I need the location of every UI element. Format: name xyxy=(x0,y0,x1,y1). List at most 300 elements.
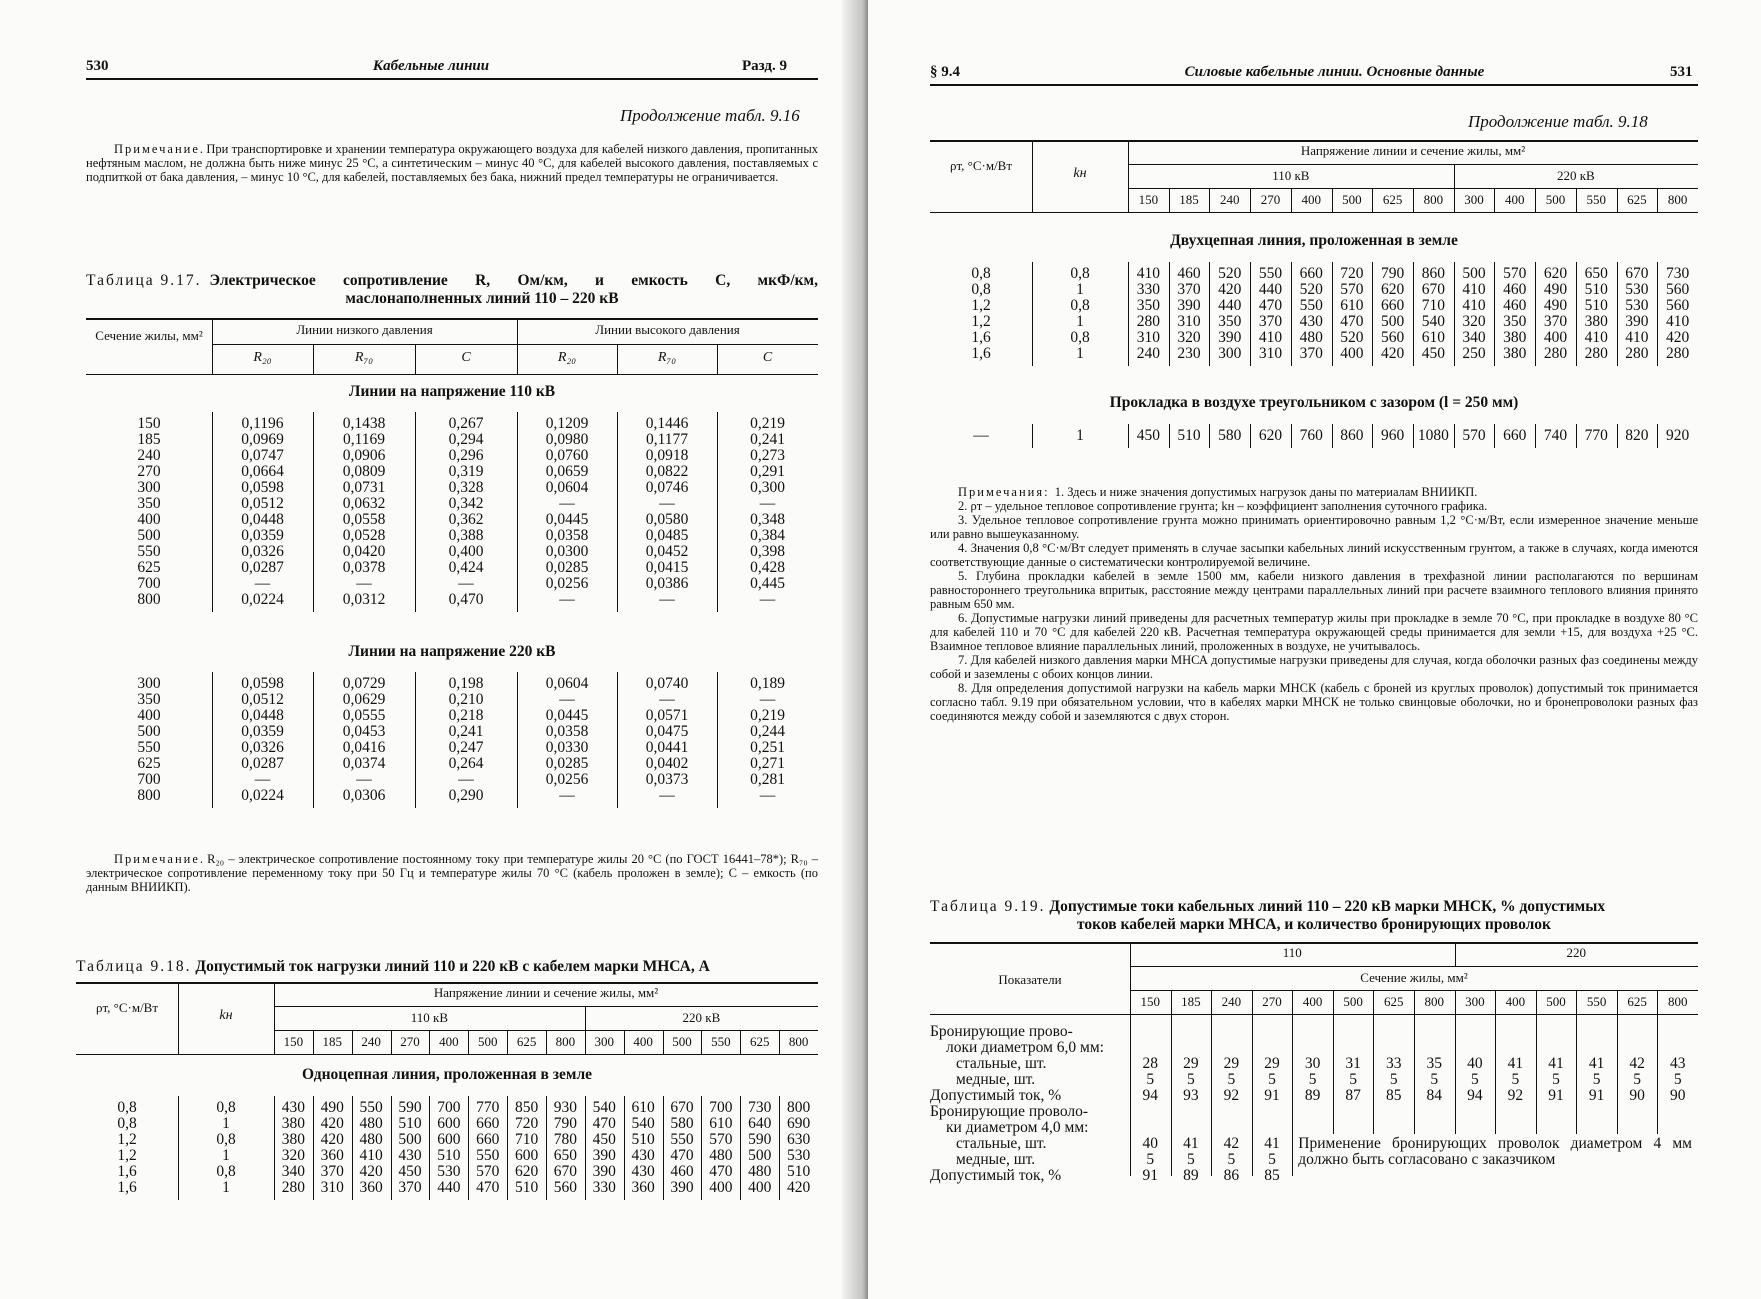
t917-col-hr20-cell: 0,0330 xyxy=(545,739,589,756)
head-section-400: 400 xyxy=(1505,994,1526,1009)
rule xyxy=(1617,262,1618,366)
value-col-cell: 730 xyxy=(748,1099,772,1116)
t917-col-lr70-cell: — xyxy=(356,771,372,788)
armor4-col xyxy=(1130,1136,1171,1184)
t917-col-hc-cell: 0,251 xyxy=(750,739,785,756)
value-col-cell: 440 xyxy=(437,1179,461,1196)
table-919-caption: Таблица 9.19. Допустимые токи кабельных линий 110 – 220 кВ марки МНСК, % допустимых токов кабелей марки МНСА, и количество бронирующих проволок xyxy=(930,898,1606,933)
value-col-cell: 410 xyxy=(1258,329,1283,346)
armor4-col-cell: 41 xyxy=(1183,1135,1199,1152)
value-col-cell: 550 xyxy=(670,1131,694,1148)
value-col-cell: 610 xyxy=(1421,329,1445,346)
value-col-cell: 310 xyxy=(320,1179,344,1196)
head-section-800: 800 xyxy=(555,1034,576,1049)
value-col-cell: 390 xyxy=(592,1163,616,1180)
head-voltage: Напряжение линии и сечение жилы, мм² xyxy=(1300,143,1526,158)
value-col-cell: 620 xyxy=(1381,281,1405,298)
t917-col-lc-cell: 0,470 xyxy=(448,591,484,608)
row-label: ки диаметром 4,0 мм: xyxy=(946,1119,1089,1136)
value-col-cell: 570 xyxy=(476,1163,500,1180)
value-col-cell: 480 xyxy=(359,1131,383,1148)
value-col-cell: 500 xyxy=(1462,265,1486,282)
rule xyxy=(391,1030,392,1054)
t917-col-lr20-cell: 0,0326 xyxy=(241,543,284,560)
armor6-col xyxy=(1252,1056,1293,1104)
value-col-cell: 490 xyxy=(320,1099,344,1116)
value-col-cell: 430 xyxy=(281,1099,306,1116)
value-col-cell: 440 xyxy=(1218,297,1242,314)
rule xyxy=(274,1006,818,1007)
page-number: 530 xyxy=(86,58,109,74)
value-col-cell: 600 xyxy=(437,1131,461,1148)
table-top-rule xyxy=(76,982,818,984)
value-col-cell: 670 xyxy=(1421,281,1445,298)
rule xyxy=(1414,1014,1415,1134)
rule xyxy=(624,1096,625,1200)
value-col-cell: 450 xyxy=(398,1163,422,1180)
rule xyxy=(663,1030,664,1054)
armor6-col-cell: 84 xyxy=(1426,1087,1443,1104)
head-section-625: 625 xyxy=(1382,192,1403,207)
note-item: 6. Допустимые нагрузки линий приведены для расчетных температур жилы при прокладке в земле 70 °С, при прокладке в воздухе 80 °С для кабелей 110 и 70 °С для кабелей 220 кВ. Расчетная температура окружающей среды принимается для земли +15, для воздуха +25 °С. Взаимное тепловое влияние параллельных линий, проложенных в воздухе, не учитывалось. xyxy=(930,611,1698,653)
t917-col-sec-cell: 800 xyxy=(137,787,161,804)
rule xyxy=(274,1096,275,1200)
head-section-240: 240 xyxy=(1221,994,1242,1009)
t917-col-lc-cell: 0,267 xyxy=(448,415,484,432)
value-col-cell: 390 xyxy=(670,1179,694,1196)
t917-col-hc-cell: 0,273 xyxy=(750,447,785,464)
t917-col-lr20-cell: 0,0598 xyxy=(241,479,284,496)
value-col-cell: 700 xyxy=(709,1099,733,1116)
value-col-cell: 530 xyxy=(1625,281,1649,298)
kn-col-cell: 1 xyxy=(1076,313,1084,330)
t917-col-hc-cell: 0,244 xyxy=(750,723,785,740)
value-col xyxy=(1494,428,1535,444)
head-section-270: 270 xyxy=(1262,994,1282,1009)
head-section-185: 185 xyxy=(322,1034,343,1049)
value-col xyxy=(1209,428,1250,444)
rho-col-cell: 1,6 xyxy=(117,1163,137,1180)
t917-col-hc-cell: 0,281 xyxy=(750,771,785,788)
value-col-cell: 640 xyxy=(748,1115,772,1132)
value-col-cell: 370 xyxy=(1258,313,1283,330)
t917-col-lc xyxy=(415,416,517,608)
rule xyxy=(701,1030,702,1054)
t917-col-lc-cell: 0,319 xyxy=(448,463,484,480)
kn-col-cell: 1 xyxy=(1076,281,1084,298)
t917-col-lc-cell: — xyxy=(458,575,474,592)
t917-col-lr20-cell: 0,0359 xyxy=(241,527,284,544)
head-section-240: 240 xyxy=(1220,192,1240,207)
value-col-cell: 430 xyxy=(631,1147,655,1164)
t917-col-rule xyxy=(415,412,416,612)
rule xyxy=(624,1030,625,1054)
t917-col-lr70-cell: 0,0729 xyxy=(342,675,386,692)
head-section-800: 800 xyxy=(1423,192,1444,207)
rule xyxy=(1171,1014,1172,1176)
t917-col-sec-cell: 550 xyxy=(137,739,161,756)
value-col-cell: 610 xyxy=(709,1115,733,1132)
rule xyxy=(740,1096,741,1200)
rule xyxy=(1657,262,1658,366)
armor6-col-cell: 5 xyxy=(1552,1071,1560,1088)
t917-col-hr70-cell: 0,0373 xyxy=(645,771,689,788)
rule xyxy=(1617,990,1618,1014)
t917-col-lr20-cell: 0,0747 xyxy=(241,447,284,464)
value-col-cell: 590 xyxy=(748,1131,772,1148)
t917-col-hc-cell: 0,241 xyxy=(750,431,785,448)
head-section-300: 300 xyxy=(594,1034,615,1049)
table-918-caption: Таблица 9.18. Допустимый ток нагрузки линий 110 и 220 кВ с кабелем марки МНСА, А xyxy=(76,958,710,975)
rule xyxy=(1209,188,1210,212)
armor4-col-cell: 5 xyxy=(1268,1151,1276,1168)
t917-col-hr70-cell: 0,1446 xyxy=(645,415,689,432)
t917-col-hc-cell: — xyxy=(759,691,776,708)
value-col-cell: 460 xyxy=(1177,265,1201,282)
value-col-cell: 670 xyxy=(1625,265,1649,282)
t917-col-hc xyxy=(717,676,818,804)
value-col-cell: 330 xyxy=(1136,281,1160,298)
rule xyxy=(1211,990,1212,1014)
t917-col-hr20-cell: 0,0256 xyxy=(545,771,589,788)
armor4-col-cell: 86 xyxy=(1223,1167,1240,1184)
value-col-cell: 310 xyxy=(1136,329,1160,346)
armor6-col-cell: 29 xyxy=(1183,1055,1199,1072)
t917-col-hr70-cell: 0,1177 xyxy=(645,431,689,448)
t917-col-hr20-cell: 0,0285 xyxy=(545,755,589,772)
value-col-cell: 590 xyxy=(398,1099,422,1116)
rule xyxy=(779,1096,780,1200)
armor6-col xyxy=(1130,1056,1171,1104)
note-item: 7. Для кабелей низкого давления марки МНСА допустимые нагрузки приведены для случая, когда оболочки разных фаз соединены между собой и заземлены с обоих концов линии. xyxy=(930,653,1698,681)
armor6-col-cell: 91 xyxy=(1548,1087,1564,1104)
t917-col-hc-cell: — xyxy=(759,787,776,804)
t917-col-sec-cell: 550 xyxy=(137,543,161,560)
value-col-cell: 370 xyxy=(1543,313,1568,330)
head-voltage: Напряжение линии и сечение жилы, мм² xyxy=(433,985,659,1000)
value-col-cell: 470 xyxy=(1340,313,1364,330)
value-col-cell: 350 xyxy=(1503,313,1527,330)
t917-col-lr70-cell: 0,0528 xyxy=(342,527,386,544)
value-col-cell: 440 xyxy=(1258,281,1283,298)
head-220: 220 xyxy=(1566,945,1587,960)
t917-col-hc xyxy=(717,416,818,608)
row-labels xyxy=(930,1024,1130,1184)
t917-col-hr70-cell: — xyxy=(659,495,675,512)
t917-col-hr70-cell: 0,0402 xyxy=(645,755,689,772)
head-section-400: 400 xyxy=(1302,994,1323,1009)
rule xyxy=(1252,1014,1253,1176)
header-rule-right xyxy=(930,84,1698,86)
t917-col-rule xyxy=(717,672,718,808)
value-col-cell: 930 xyxy=(553,1099,578,1116)
armor4-col-cell: 41 xyxy=(1264,1135,1280,1152)
rule xyxy=(1332,262,1333,366)
t917-col-hr70-cell: — xyxy=(659,591,675,608)
value-col-cell: 280 xyxy=(1584,345,1608,362)
armor6-col-cell: 92 xyxy=(1223,1087,1240,1104)
value-col-cell: 520 xyxy=(1340,329,1364,346)
t917-col-hr20-cell: 0,0604 xyxy=(545,479,589,496)
rule xyxy=(585,1030,586,1054)
value-col-cell: 320 xyxy=(1177,329,1201,346)
rule xyxy=(1576,188,1577,212)
value-col xyxy=(1454,266,1495,362)
armor4-col xyxy=(1171,1136,1212,1184)
t917-col-hr70-cell: 0,0452 xyxy=(645,543,689,560)
head-section-800: 800 xyxy=(1667,994,1688,1009)
value-col-cell: 790 xyxy=(553,1115,578,1132)
head-indicators: Показатели xyxy=(998,972,1062,987)
t917-col-lc-cell: 0,290 xyxy=(448,787,484,804)
head-section-185: 185 xyxy=(1181,994,1201,1009)
t917-col-hc-cell: — xyxy=(759,591,776,608)
value-col-cell: 280 xyxy=(1136,313,1160,330)
head-220: 220 кВ xyxy=(682,1010,721,1025)
value-col-cell: 420 xyxy=(359,1163,383,1180)
head-section-800: 800 xyxy=(1424,994,1445,1009)
value-col-cell: 770 xyxy=(476,1099,500,1116)
rho-col-cell: 1,2 xyxy=(971,313,991,330)
t917-col-hr20-cell: 0,0358 xyxy=(545,527,589,544)
t917-col-rule xyxy=(617,412,618,612)
t917-col-lc-cell: 0,342 xyxy=(448,495,484,512)
head-section-800: 800 xyxy=(1667,192,1688,207)
value-col-cell: 480 xyxy=(709,1147,733,1164)
head-section-500: 500 xyxy=(672,1034,692,1049)
armor6-col xyxy=(1455,1056,1496,1104)
rule xyxy=(1535,424,1536,448)
value-col xyxy=(585,1100,624,1196)
rule xyxy=(391,1096,392,1200)
t917-col-sec-cell: 700 xyxy=(137,575,161,592)
kn-col-cell: 0,8 xyxy=(216,1131,236,1148)
t917-col-lr20-cell: 0,0287 xyxy=(241,755,284,772)
t917-col-hr20-cell: — xyxy=(559,495,575,512)
value-col xyxy=(1128,428,1169,444)
value-col-cell: 690 xyxy=(786,1115,811,1132)
rule xyxy=(663,1096,664,1200)
note-917: Примечание. R₂₀ – электрическое сопротивление постоянному току при температуре жилы 20 °С (по ГОСТ 16441–78*); R₇₀ – электрическое сопротивление переменному току при 50 Гц и температуре жилы 70 °С (кабель проложен в земле); C – емкость (по данным ВНИИКП). xyxy=(86,852,818,894)
armor4-col-cell: 42 xyxy=(1223,1135,1240,1152)
t917-col-lc-cell: 0,424 xyxy=(448,559,484,576)
armor6-col xyxy=(1373,1056,1414,1104)
value-col-cell: 240 xyxy=(1136,345,1160,362)
armor6-col-cell: 30 xyxy=(1304,1055,1321,1072)
head-section-240: 240 xyxy=(361,1034,381,1049)
armor6-col-cell: 43 xyxy=(1669,1055,1686,1072)
value-col-cell: 320 xyxy=(281,1147,306,1164)
value-col xyxy=(1413,428,1454,444)
rule xyxy=(1032,262,1033,366)
t917-col-sec-cell: 270 xyxy=(137,463,161,480)
t917-col-hr70-cell: — xyxy=(659,691,675,708)
value-col xyxy=(740,1100,779,1196)
t917-col-sec-cell: 185 xyxy=(137,431,161,448)
armor6-col-cell: 28 xyxy=(1142,1055,1159,1072)
value-col xyxy=(1128,266,1169,362)
value-col xyxy=(1617,428,1658,444)
head-section-550: 550 xyxy=(1586,994,1607,1009)
rule xyxy=(1495,1014,1496,1134)
t917-col-hr70-cell: 0,0822 xyxy=(645,463,689,480)
t917-col-sec-cell: 500 xyxy=(137,723,161,740)
value-col-cell: 620 xyxy=(1543,265,1568,282)
t917-col-lr70-cell: — xyxy=(356,575,372,592)
section-mark: § 9.4 xyxy=(930,64,960,80)
rule xyxy=(1494,424,1495,448)
value-col-cell: 540 xyxy=(1421,313,1445,330)
value-col xyxy=(779,1100,818,1196)
value-col-cell: 420 xyxy=(1666,329,1690,346)
armor6-col xyxy=(1171,1056,1212,1104)
t917-col-lc xyxy=(415,676,517,804)
value-col-cell: 660 xyxy=(476,1131,500,1148)
value-col-cell: 550 xyxy=(1258,265,1283,282)
value-col-cell: 660 xyxy=(1503,427,1527,444)
value-col-cell: 510 xyxy=(398,1115,422,1132)
rule xyxy=(1128,164,1698,165)
value-col-cell: 330 xyxy=(592,1179,616,1196)
armor4-col xyxy=(1252,1136,1293,1184)
rule xyxy=(1291,424,1292,448)
head-section-625: 625 xyxy=(749,1034,770,1049)
t917-col-sec-cell: 240 xyxy=(137,447,161,464)
t917-col-lr70-cell: 0,0312 xyxy=(342,591,386,608)
value-col-cell: 460 xyxy=(1503,281,1527,298)
rho-col-cell: 1,2 xyxy=(971,297,991,314)
t917-col-lr20-cell: 0,0448 xyxy=(241,511,284,528)
head-section-625: 625 xyxy=(1383,994,1404,1009)
armor6-col-cell: 5 xyxy=(1389,1071,1398,1088)
armor6-col-cell: 31 xyxy=(1345,1055,1361,1072)
rule xyxy=(1252,990,1253,1014)
kn-col-cell: 0,8 xyxy=(216,1163,236,1180)
value-col-cell: 560 xyxy=(1381,329,1405,346)
value-col-cell: 390 xyxy=(1177,297,1201,314)
t917-col-hc-cell: — xyxy=(759,495,776,512)
value-col-cell: 610 xyxy=(1340,297,1364,314)
t917-col-hr20-cell: 0,0300 xyxy=(545,543,589,560)
rule xyxy=(1657,188,1658,212)
value-col-cell: 710 xyxy=(1421,297,1445,314)
head-section-270: 270 xyxy=(1260,192,1281,207)
value-col-cell: 510 xyxy=(514,1179,539,1196)
head-220: 220 кВ xyxy=(1556,168,1595,183)
value-col-cell: 860 xyxy=(1340,427,1364,444)
rule xyxy=(779,1030,780,1054)
value-col-cell: 370 xyxy=(1177,281,1201,298)
armor6-col-cell: 5 xyxy=(1633,1071,1641,1088)
rule xyxy=(1250,262,1251,366)
t917-col-lr20-cell: 0,0224 xyxy=(241,591,284,608)
t917-col-hr20-cell: — xyxy=(559,787,575,804)
t917-col-hc-cell: 0,300 xyxy=(750,479,785,496)
value-col xyxy=(391,1100,430,1196)
rule xyxy=(1576,990,1577,1014)
t917-col-hc-cell: 0,348 xyxy=(750,511,785,528)
value-col-cell: 850 xyxy=(514,1099,539,1116)
head-section-625: 625 xyxy=(1627,994,1647,1009)
t917-col-lc-cell: 0,362 xyxy=(448,511,484,528)
t917-col-hr20-cell: — xyxy=(559,591,575,608)
note-item: 8. Для определения допустимой нагрузки на кабель марки МНСК (кабель с броней из круглых проволок) допустимый ток принимается согласно табл. 9.19 при обязательном условии, что в кабелях марки МНСК не только свинцовые оболочки, но и бронепроволоки разных фаз соединяются между собой и заземляются с двух сторон. xyxy=(930,681,1698,723)
value-col-cell: 370 xyxy=(398,1179,422,1196)
head-rho: ρт, °С·м/Вт xyxy=(95,1000,159,1015)
value-col-cell: 580 xyxy=(670,1115,694,1132)
rule xyxy=(1373,990,1374,1014)
value-col-cell: 280 xyxy=(1666,345,1690,362)
value-col-cell: 600 xyxy=(514,1147,539,1164)
kn-col-cell: 0,8 xyxy=(1070,265,1090,282)
rule xyxy=(1454,424,1455,448)
kn-col-cell: 1 xyxy=(222,1115,230,1132)
t917-col-lc-cell: 0,328 xyxy=(448,479,484,496)
t917-col-hr20-cell: 0,0445 xyxy=(545,707,589,724)
head-section-500: 500 xyxy=(477,1034,498,1049)
value-col-cell: 500 xyxy=(748,1147,772,1164)
armor6-col-cell: 5 xyxy=(1430,1071,1439,1088)
armor6-col-cell: 42 xyxy=(1629,1055,1645,1072)
t917-head-high: Линии высокого давления xyxy=(595,322,740,337)
armor6-col-cell: 5 xyxy=(1592,1071,1601,1088)
value-col-cell: 410 xyxy=(359,1147,383,1164)
armor6-col-cell: 94 xyxy=(1142,1087,1159,1104)
value-col-cell: 780 xyxy=(553,1131,578,1148)
armor6-col-cell: 41 xyxy=(1588,1055,1605,1072)
armor4-col-cell: 40 xyxy=(1142,1135,1159,1152)
value-col xyxy=(701,1100,740,1196)
row-label: Допустимый ток, % xyxy=(930,1087,1062,1104)
armor6-col xyxy=(1414,1056,1455,1104)
t917-col-hr70 xyxy=(617,416,717,608)
t917-col-rule xyxy=(212,672,213,808)
t917-col-hr70-cell: 0,0740 xyxy=(645,675,689,692)
table-head-rule xyxy=(930,212,1698,213)
value-col-cell: 280 xyxy=(1625,345,1649,362)
value-col-cell: 450 xyxy=(1136,427,1160,444)
table-top-rule xyxy=(930,942,1698,944)
kn-col-cell: 0,8 xyxy=(1070,329,1090,346)
armor6-col-cell: 89 xyxy=(1304,1087,1321,1104)
armor6-col-cell: 90 xyxy=(1629,1087,1645,1104)
value-col-cell: 620 xyxy=(514,1163,539,1180)
rule xyxy=(546,1030,547,1054)
note-item: 2. ρт – удельное тепловое сопротивление грунта; kн – коэффициент заполнения суточного графика. xyxy=(958,499,1488,513)
value-col xyxy=(663,1100,702,1196)
value-col-cell: 460 xyxy=(1503,297,1527,314)
t917-col-lc-cell: — xyxy=(458,771,474,788)
value-col-cell: 510 xyxy=(1584,297,1608,314)
value-col-cell: 490 xyxy=(1543,297,1568,314)
value-col-cell: 570 xyxy=(1340,281,1364,298)
t917-col-lr20-cell: 0,0287 xyxy=(241,559,284,576)
rule xyxy=(1130,1014,1131,1176)
rule xyxy=(585,1096,586,1200)
t917-col-rule xyxy=(617,672,618,808)
t917-col-hr70-cell: 0,0580 xyxy=(645,511,689,528)
t917-col-hr20-cell: — xyxy=(559,691,575,708)
head-section-300: 300 xyxy=(1465,994,1485,1009)
value-col-cell: 790 xyxy=(1381,265,1405,282)
t917-col-hr70 xyxy=(617,676,717,804)
t917-col-lr70-cell: 0,0416 xyxy=(342,739,386,756)
value-col-cell: 420 xyxy=(1381,345,1405,362)
rule xyxy=(1128,424,1129,448)
t917-col-lr70-cell: 0,0906 xyxy=(342,447,386,464)
t917-col-lr20-cell: 0,0448 xyxy=(241,707,284,724)
rule xyxy=(1171,990,1172,1014)
